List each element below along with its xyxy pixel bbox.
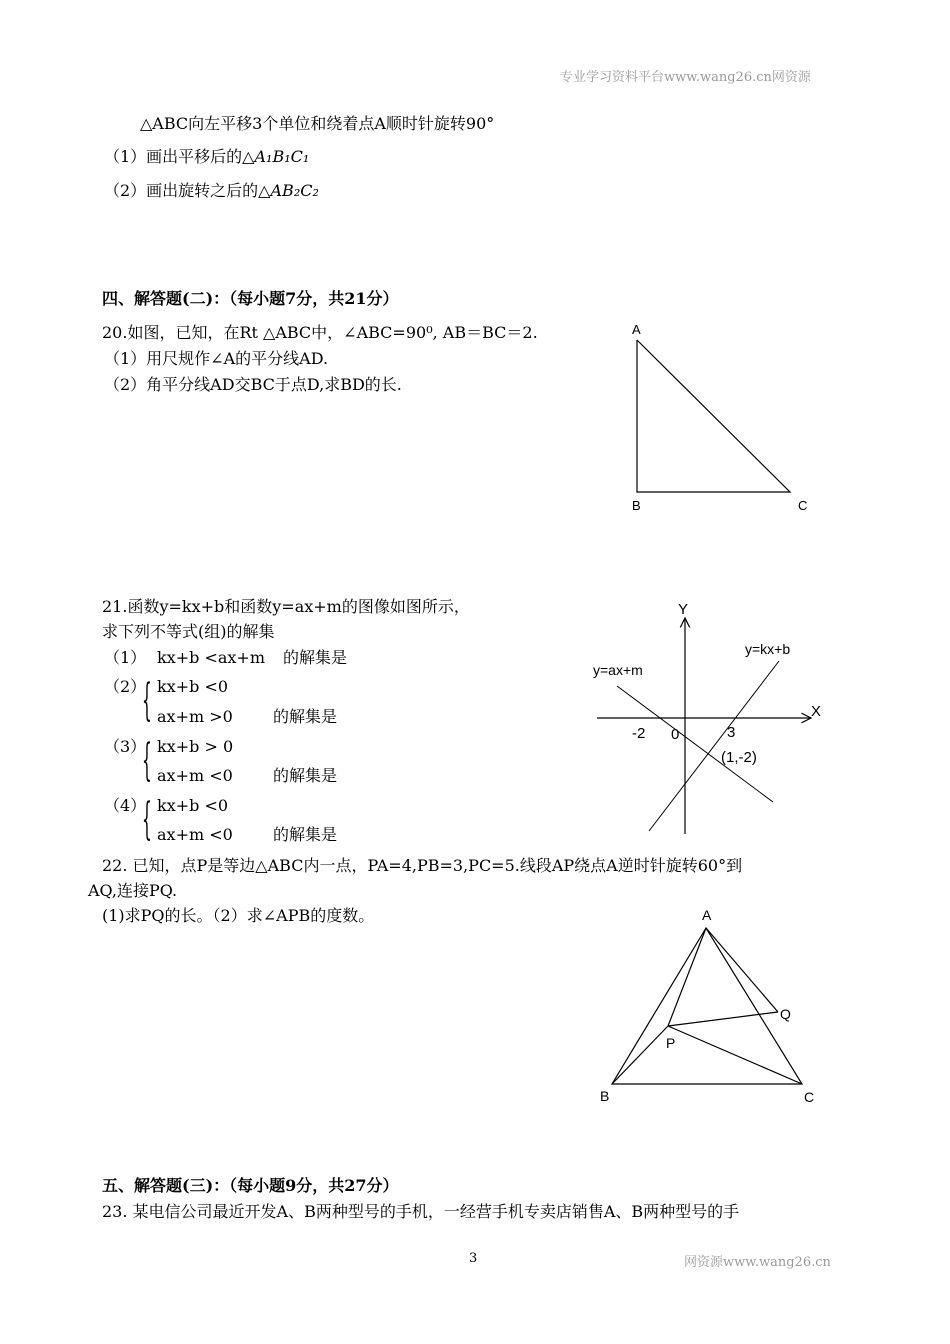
q21-tick-3: 3 [727, 724, 736, 741]
q21-statement: 21.函数y=kx+b和函数y=ax+m的图像如图所示， [102, 597, 470, 616]
q22-triangle-figure [596, 904, 826, 1109]
section-4-title: 四、解答题(二)：（每小题7分，共21分） [102, 289, 399, 308]
q21-line-ax-m-label: y=ax+m [593, 662, 643, 678]
header-watermark: 专业学习资料平台www.wang26.cn网资源 [560, 70, 811, 85]
q20-item-2: （2）角平分线AD交BC于点D,求BD的长. [104, 375, 402, 394]
q21-part-2-brace: { [142, 675, 152, 726]
q21-line-kx-b-label: y=kx+b [745, 641, 791, 657]
q21-part-4-num: （4） [104, 796, 147, 815]
q21-part-3-brace: { [142, 735, 152, 786]
q22-segment-bp [612, 1026, 668, 1084]
q21-part-3-top: kx+b > 0 [157, 737, 234, 756]
q21-x-label: X [811, 703, 822, 720]
q22-statement: 22. 已知，点P是等边△ABC内一点，PA=4,PB=3,PC=5.线段AP绕点A逆时针旋转60°到 [102, 856, 743, 875]
q20-label-b: B [632, 498, 641, 513]
q21-y-label: Y [678, 601, 689, 618]
q22-label-q: Q [780, 1006, 791, 1022]
q19-item-2 [104, 181, 319, 201]
q21-function-graph [585, 598, 835, 838]
q19-item-1-text: （1）画出平移后的△ [104, 147, 255, 166]
q20-item-1: （1）用尺规作∠A的平分线AD. [104, 349, 329, 368]
q19-item-2-math: AB₂C₂ [270, 181, 319, 200]
q22-label-p: P [666, 1035, 676, 1051]
q22-segment-cp [668, 1026, 802, 1084]
q21-part-4-top: kx+b <0 [157, 796, 229, 815]
q22-segment-ap [668, 928, 706, 1026]
q21-statement-2: 求下列不等式(组)的解集 [102, 622, 275, 641]
q21-part-1-num: （1） [104, 648, 147, 667]
q21-origin-label: 0 [671, 726, 680, 743]
q20-triangle-figure [620, 318, 820, 518]
q20-triangle [637, 340, 790, 492]
q19-item-1 [104, 147, 309, 167]
q21-line-kx-b [649, 661, 779, 831]
q21-line-ax-m [617, 686, 773, 802]
q21-part-3-tail: 的解集是 [273, 766, 338, 785]
q20-label-c: C [798, 498, 808, 513]
q22-segment-aq [706, 928, 778, 1012]
q20-label-a: A [632, 322, 641, 337]
q21-part-4-tail: 的解集是 [273, 825, 338, 844]
q21-part-2-top: kx+b <0 [157, 677, 229, 696]
q21-part-4-brace: { [142, 794, 152, 845]
q21-part-3-bottom: ax+m <0 [157, 766, 233, 785]
page-number: 3 [469, 1251, 478, 1266]
q19-statement: △ABC向左平移3个单位和绕着点A顺时针旋转90° [140, 114, 495, 133]
q22-label-b: B [600, 1088, 610, 1104]
q22-questions: (1)求PQ的长。（2）求∠APB的度数。 [102, 906, 375, 925]
q19-item-1-math: A₁B₁C₁ [254, 147, 310, 166]
q20-statement: 20.如图，已知，在Rt △ABC中，∠ABC=90⁰, AB＝BC＝2. [102, 323, 538, 342]
q22-segments [612, 928, 802, 1084]
q21-part-1-tail: 的解集是 [283, 648, 348, 667]
q21-part-1-expr: kx+b <ax+m [157, 648, 265, 667]
q22-label-a: A [702, 907, 712, 923]
q19-item-2-text: （2）画出旋转之后的△ [104, 181, 271, 200]
q21-part-2-bottom: ax+m >0 [157, 707, 233, 726]
q21-intersection-label: (1,-2) [721, 749, 757, 766]
q21-part-3-num: （3） [104, 737, 147, 756]
q22-statement-2: AQ,连接PQ. [88, 881, 178, 900]
q21-tick-neg2: -2 [632, 725, 646, 742]
footer-watermark: 网资源www.wang26.cn [684, 1255, 831, 1270]
q21-part-2-tail: 的解集是 [273, 707, 338, 726]
q21-part-4-bottom: ax+m <0 [157, 825, 233, 844]
section-5-title: 五、解答题(三)：（每小题9分，共27分） [102, 1176, 399, 1195]
q23-statement: 23. 某电信公司最近开发A、B两种型号的手机，一经营手机专卖店销售A、B两种型号的手 [102, 1202, 740, 1221]
q21-part-2-num: （2） [104, 677, 147, 696]
q22-label-c: C [804, 1089, 815, 1105]
